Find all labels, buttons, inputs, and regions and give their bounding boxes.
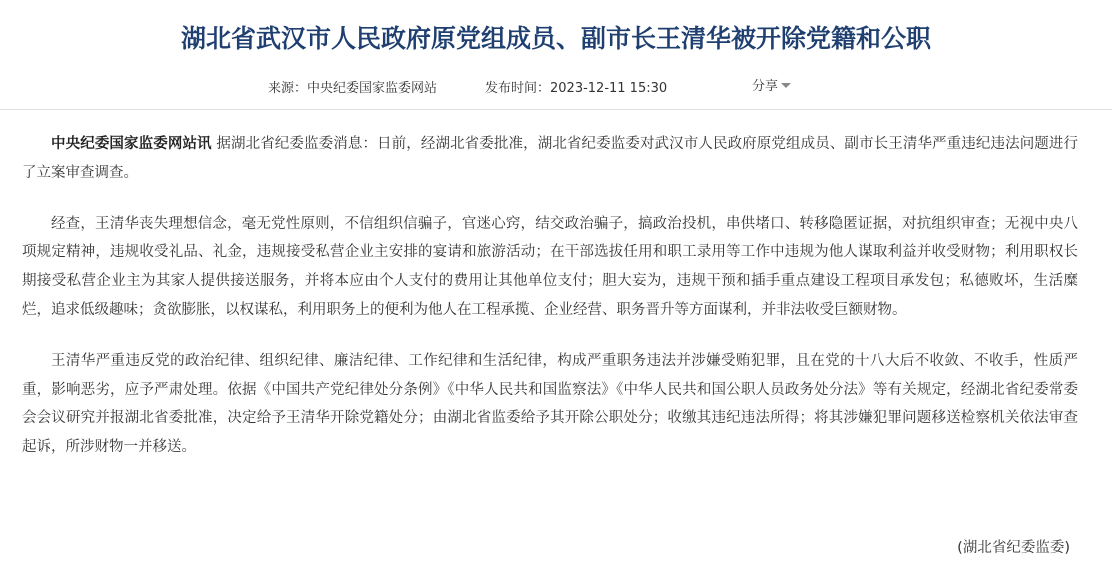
paragraph-1 [22, 130, 1078, 188]
caret-down-icon [781, 83, 791, 88]
share-button[interactable] [752, 77, 791, 97]
article-signature: (湖北省纪委监委) [957, 540, 1070, 556]
source-label: 来源：中央纪委国家监委网站 [268, 81, 438, 96]
paragraph-1-text: 据湖北省纪委监委消息：日前，经湖北省委批准，湖北省纪委监委对武汉市人民政府原党组成员、副市长王清华严重违纪违法问题进行了立案审查调查。 [22, 136, 1079, 181]
header-divider [0, 109, 1112, 110]
share-label: 分享 [752, 79, 779, 94]
paragraph-2: 经查，王清华丧失理想信念，毫无党性原则，不信组织信骗子，官迷心窍，结交政治骗子，搞政治投机，串供堵口、转移隐匿证据，对抗组织审查；无视中央八项规定精神，违规收受礼品、礼金，违规接受私营企业主安排的宴请和旅游活动；在干部选拔任用和职工录用等工作中违规为他人谋取利益并收受财物；利用职权长期接受私营企业主为其家人提供接送服务，并将本应由个人支付的费用让其他单位支付；胆大妄为，违规干预和插手重点建设工程项目承发包；私德败坏，生活糜烂，追求低级趣味；贪欲膨胀，以权谋私，利用职务上的便利为他人在工程承揽、企业经营、职务晋升等方面谋利，并非法收受巨额财物。 [22, 215, 1078, 318]
article-meta [0, 79, 1112, 99]
paragraph-3: 王清华严重违反党的政治纪律、组织纪律、廉洁纪律、工作纪律和生活纪律，构成严重职务违法并涉嫌受贿犯罪，且在党的十八大后不收敛、不收手，性质严重，影响恶劣，应予严肃处理。依据《中国共产党纪律处分条例》《中华人民共和国监察法》《中华人民共和国公职人员政务处分法》等有关规定，经湖北省纪委常委会会议研究并报湖北省委批准，决定给予王清华开除党籍处分；由湖北省监委给予其开除公职处分；收缴其违纪违法所得；将其涉嫌犯罪问题移送检察机关依法审查起诉，所涉财物一并移送。 [22, 352, 1078, 456]
article-title: 湖北省武汉市人民政府原党组成员、副市长王清华被开除党籍和公职 [180, 24, 931, 53]
lead-text: 中央纪委国家监委网站讯 [51, 136, 212, 152]
article-body [22, 130, 1078, 462]
publish-time: 发布时间：2023-12-11 15:30 [485, 81, 668, 96]
